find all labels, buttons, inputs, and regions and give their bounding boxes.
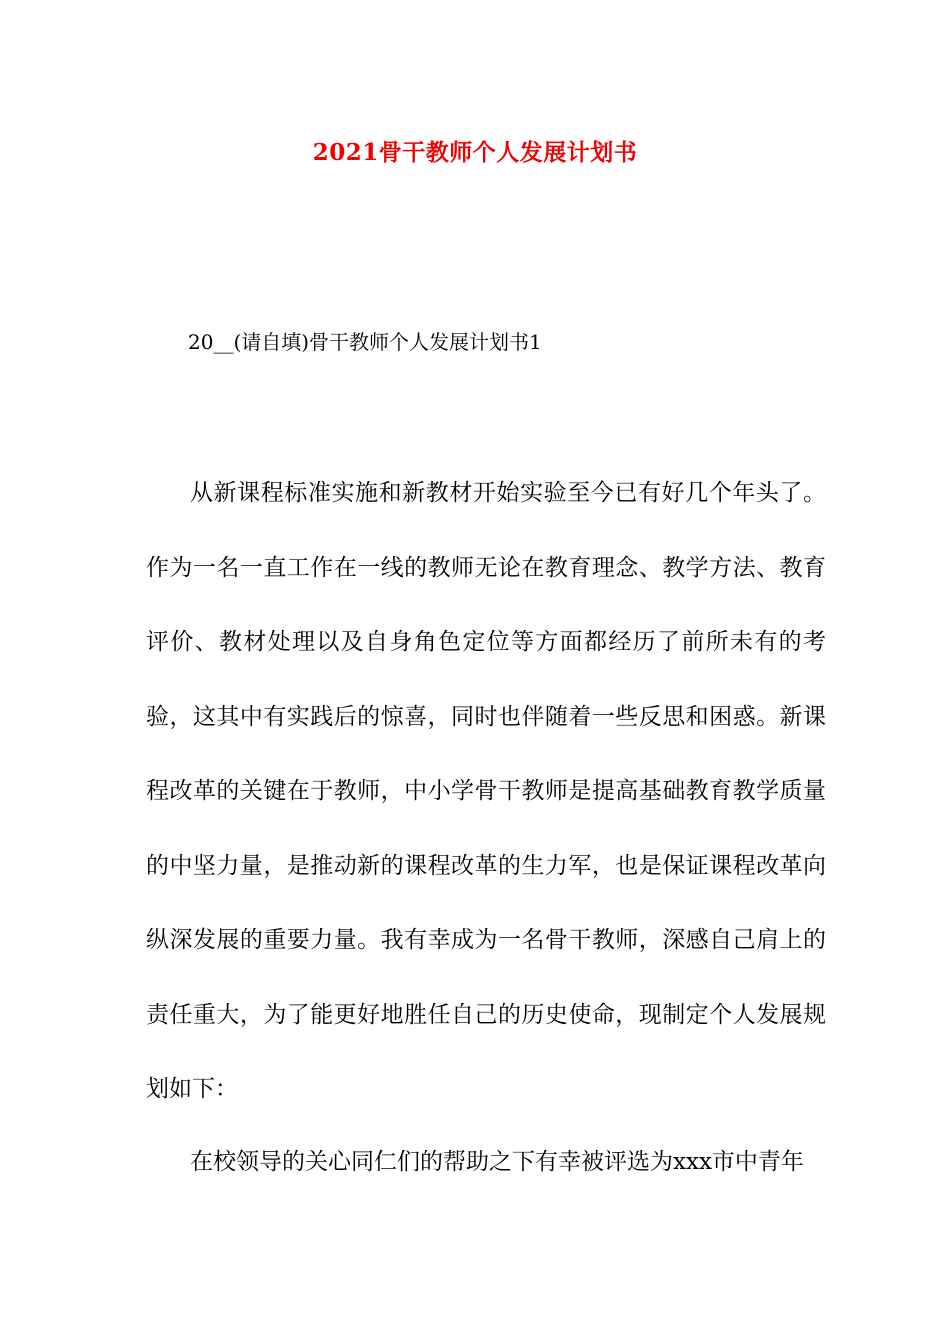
document-subtitle: 20__(请自填)骨干教师个人发展计划书1 bbox=[188, 330, 542, 354]
body-paragraph-2: 在校领导的关心同仁们的帮助之下有幸被评选为xxx市中青年 bbox=[190, 1149, 804, 1175]
document-title: 2021骨干教师个人发展计划书 bbox=[312, 139, 638, 166]
body-paragraph-1: 从新课程标准实施和新教材开始实验至今已有好几个年头了。作为一名一直工作在一线的教师无论在教育理念、教学方法、教育评价、教材处理以及自身角色定位等方面都经历了前所未有的考验，这其中有实践后的惊喜，同时也伴随着一些反思和困惑。新课程改革的关键在于教师，中小学骨干教师是提高基础教育教学质量的中坚力量，是推动新的课程改革的生力军，也是保证课程改革向纵深发展的重要力量。我有幸成为一名骨干教师，深感自己肩上的责任重大，为了能更好地胜任自己的历史使命，现制定个人发展规划如下： bbox=[146, 480, 826, 1102]
